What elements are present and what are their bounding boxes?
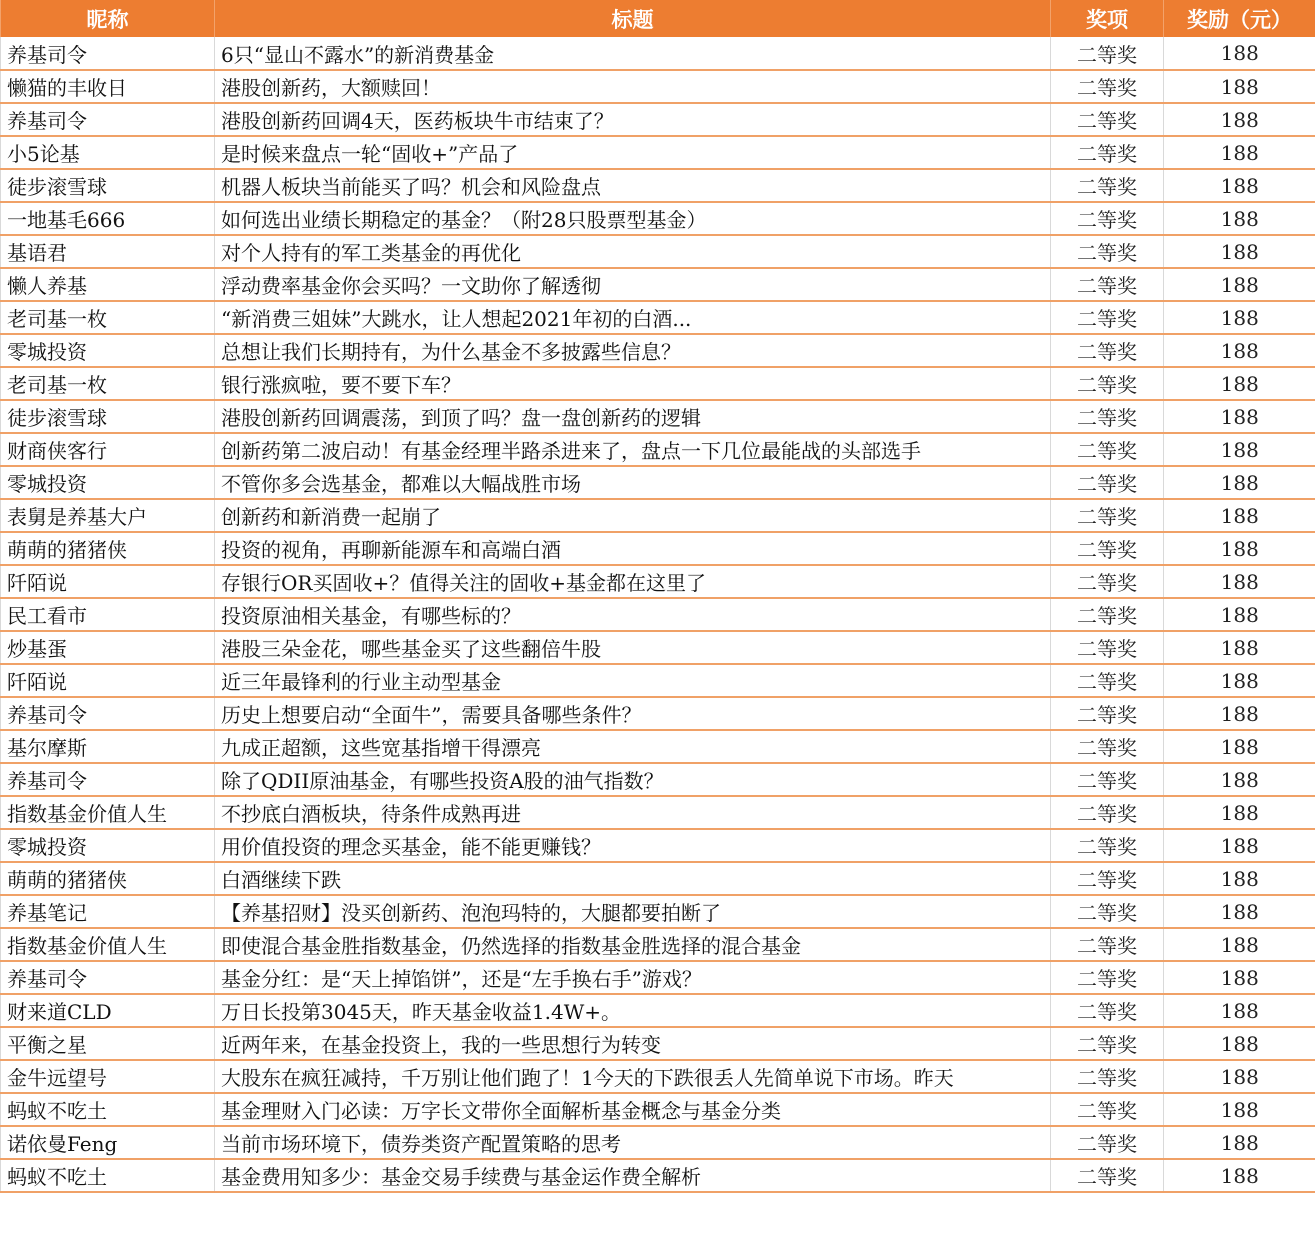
reward-cell: 188 xyxy=(1164,697,1315,730)
nickname-cell: 萌萌的猪猪侠 xyxy=(1,862,215,895)
table-row xyxy=(1,202,1315,235)
title-cell: 创新药第二波启动！有基金经理半路杀进来了，盘点一下几位最能战的头部选手 xyxy=(215,433,1051,466)
table-row xyxy=(1,136,1315,169)
table-row xyxy=(1,928,1315,961)
nickname-cell: 养基笔记 xyxy=(1,895,215,928)
reward-cell: 188 xyxy=(1164,961,1315,994)
award-cell: 二等奖 xyxy=(1051,1159,1164,1192)
table-row xyxy=(1,1027,1315,1060)
title-cell: 万日长投第3045天，昨天基金收益1.4W+。 xyxy=(215,994,1051,1027)
table-row xyxy=(1,301,1315,334)
award-cell: 二等奖 xyxy=(1051,334,1164,367)
nickname-cell: 表舅是养基大户 xyxy=(1,499,215,532)
award-cell: 二等奖 xyxy=(1051,202,1164,235)
title-cell: 机器人板块当前能买了吗？机会和风险盘点 xyxy=(215,169,1051,202)
reward-cell: 188 xyxy=(1164,565,1315,598)
title-cell: “新消费三姐妹”大跳水，让人想起2021年初的白酒... xyxy=(215,301,1051,334)
reward-cell: 188 xyxy=(1164,928,1315,961)
nickname-cell: 财来道CLD xyxy=(1,994,215,1027)
award-cell: 二等奖 xyxy=(1051,433,1164,466)
column-header-award: 奖项 xyxy=(1051,0,1164,37)
award-cell: 二等奖 xyxy=(1051,829,1164,862)
title-cell: 对个人持有的军工类基金的再优化 xyxy=(215,235,1051,268)
nickname-cell: 民工看市 xyxy=(1,598,215,631)
award-cell: 二等奖 xyxy=(1051,70,1164,103)
reward-cell: 188 xyxy=(1164,268,1315,301)
title-cell: 创新药和新消费一起崩了 xyxy=(215,499,1051,532)
nickname-cell: 蚂蚁不吃土 xyxy=(1,1093,215,1126)
award-cell: 二等奖 xyxy=(1051,466,1164,499)
title-cell: 浮动费率基金你会买吗？一文助你了解透彻 xyxy=(215,268,1051,301)
table-row xyxy=(1,697,1315,730)
title-cell: 当前市场环境下，债券类资产配置策略的思考 xyxy=(215,1126,1051,1159)
nickname-cell: 懒猫的丰收日 xyxy=(1,70,215,103)
reward-cell: 188 xyxy=(1164,796,1315,829)
title-cell: 除了QDII原油基金，有哪些投资A股的油气指数？ xyxy=(215,763,1051,796)
award-cell: 二等奖 xyxy=(1051,499,1164,532)
nickname-cell: 徒步滚雪球 xyxy=(1,400,215,433)
reward-cell: 188 xyxy=(1164,466,1315,499)
title-cell: 存银行OR买固收+？值得关注的固收+基金都在这里了 xyxy=(215,565,1051,598)
nickname-cell: 金牛远望号 xyxy=(1,1060,215,1093)
nickname-cell: 零城投资 xyxy=(1,829,215,862)
title-cell: 基金费用知多少：基金交易手续费与基金运作费全解析 xyxy=(215,1159,1051,1192)
reward-cell: 188 xyxy=(1164,136,1315,169)
award-cell: 二等奖 xyxy=(1051,103,1164,136)
table-row xyxy=(1,1093,1315,1126)
table-row xyxy=(1,37,1315,70)
nickname-cell: 指数基金价值人生 xyxy=(1,796,215,829)
title-cell: 投资原油相关基金，有哪些标的？ xyxy=(215,598,1051,631)
title-cell: 近三年最锋利的行业主动型基金 xyxy=(215,664,1051,697)
title-cell: 是时候来盘点一轮“固收+”产品了 xyxy=(215,136,1051,169)
nickname-cell: 零城投资 xyxy=(1,466,215,499)
title-cell: 不抄底白酒板块，待条件成熟再进 xyxy=(215,796,1051,829)
award-cell: 二等奖 xyxy=(1051,895,1164,928)
title-cell: 如何选出业绩长期稳定的基金？（附28只股票型基金） xyxy=(215,202,1051,235)
award-cell: 二等奖 xyxy=(1051,730,1164,763)
nickname-cell: 老司基一枚 xyxy=(1,367,215,400)
reward-cell: 188 xyxy=(1164,334,1315,367)
table-row xyxy=(1,334,1315,367)
title-cell: 港股三朵金花，哪些基金买了这些翻倍牛股 xyxy=(215,631,1051,664)
nickname-cell: 一地基毛666 xyxy=(1,202,215,235)
nickname-cell: 养基司令 xyxy=(1,961,215,994)
reward-cell: 188 xyxy=(1164,235,1315,268)
reward-cell: 188 xyxy=(1164,895,1315,928)
award-cell: 二等奖 xyxy=(1051,928,1164,961)
award-cell: 二等奖 xyxy=(1051,301,1164,334)
table-row xyxy=(1,169,1315,202)
nickname-cell: 炒基蛋 xyxy=(1,631,215,664)
title-cell: 白酒继续下跌 xyxy=(215,862,1051,895)
table-row xyxy=(1,631,1315,664)
award-cell: 二等奖 xyxy=(1051,631,1164,664)
nickname-cell: 懒人养基 xyxy=(1,268,215,301)
header-row xyxy=(1,0,1315,37)
table-row xyxy=(1,664,1315,697)
reward-cell: 188 xyxy=(1164,763,1315,796)
nickname-cell: 小5论基 xyxy=(1,136,215,169)
table-row xyxy=(1,70,1315,103)
title-cell: 大股东在疯狂减持，千万别让他们跑了！1今天的下跌很丢人先简单说下市场。昨天 xyxy=(215,1060,1051,1093)
reward-cell: 188 xyxy=(1164,664,1315,697)
reward-cell: 188 xyxy=(1164,532,1315,565)
table-row xyxy=(1,103,1315,136)
nickname-cell: 养基司令 xyxy=(1,37,215,70)
award-cell: 二等奖 xyxy=(1051,268,1164,301)
nickname-cell: 基尔摩斯 xyxy=(1,730,215,763)
reward-cell: 188 xyxy=(1164,301,1315,334)
table-row xyxy=(1,235,1315,268)
award-cell: 二等奖 xyxy=(1051,664,1164,697)
table-row xyxy=(1,1060,1315,1093)
table-row xyxy=(1,961,1315,994)
nickname-cell: 基语君 xyxy=(1,235,215,268)
award-cell: 二等奖 xyxy=(1051,994,1164,1027)
award-cell: 二等奖 xyxy=(1051,1093,1164,1126)
reward-cell: 188 xyxy=(1164,103,1315,136)
award-cell: 二等奖 xyxy=(1051,697,1164,730)
reward-cell: 188 xyxy=(1164,433,1315,466)
title-cell: 总想让我们长期持有，为什么基金不多披露些信息？ xyxy=(215,334,1051,367)
title-cell: 6只“显山不露水”的新消费基金 xyxy=(215,37,1051,70)
award-cell: 二等奖 xyxy=(1051,136,1164,169)
reward-cell: 188 xyxy=(1164,37,1315,70)
reward-cell: 188 xyxy=(1164,400,1315,433)
reward-cell: 188 xyxy=(1164,169,1315,202)
award-cell: 二等奖 xyxy=(1051,169,1164,202)
reward-cell: 188 xyxy=(1164,499,1315,532)
table-row xyxy=(1,268,1315,301)
title-cell: 港股创新药，大额赎回！ xyxy=(215,70,1051,103)
award-cell: 二等奖 xyxy=(1051,1027,1164,1060)
reward-cell: 188 xyxy=(1164,1159,1315,1192)
reward-cell: 188 xyxy=(1164,202,1315,235)
reward-cell: 188 xyxy=(1164,862,1315,895)
reward-cell: 188 xyxy=(1164,631,1315,664)
award-cell: 二等奖 xyxy=(1051,796,1164,829)
award-cell: 二等奖 xyxy=(1051,598,1164,631)
title-cell: 历史上想要启动“全面牛”，需要具备哪些条件？ xyxy=(215,697,1051,730)
nickname-cell: 指数基金价值人生 xyxy=(1,928,215,961)
table-row xyxy=(1,994,1315,1027)
reward-cell: 188 xyxy=(1164,1093,1315,1126)
reward-cell: 188 xyxy=(1164,829,1315,862)
table-row xyxy=(1,367,1315,400)
award-cell: 二等奖 xyxy=(1051,367,1164,400)
award-cell: 二等奖 xyxy=(1051,565,1164,598)
nickname-cell: 萌萌的猪猪侠 xyxy=(1,532,215,565)
nickname-cell: 财商侠客行 xyxy=(1,433,215,466)
title-cell: 近两年来，在基金投资上，我的一些思想行为转变 xyxy=(215,1027,1051,1060)
column-header-reward: 奖励（元） xyxy=(1164,0,1315,37)
table-row xyxy=(1,499,1315,532)
title-cell: 港股创新药回调震荡，到顶了吗？盘一盘创新药的逻辑 xyxy=(215,400,1051,433)
table-body xyxy=(1,37,1315,1192)
title-cell: 【养基招财】没买创新药、泡泡玛特的，大腿都要拍断了 xyxy=(215,895,1051,928)
table-row xyxy=(1,1126,1315,1159)
table-row xyxy=(1,796,1315,829)
reward-cell: 188 xyxy=(1164,1027,1315,1060)
title-cell: 基金理财入门必读：万字长文带你全面解析基金概念与基金分类 xyxy=(215,1093,1051,1126)
table-row xyxy=(1,400,1315,433)
table-row xyxy=(1,1159,1315,1192)
nickname-cell: 零城投资 xyxy=(1,334,215,367)
award-cell: 二等奖 xyxy=(1051,1060,1164,1093)
table-row xyxy=(1,763,1315,796)
nickname-cell: 老司基一枚 xyxy=(1,301,215,334)
reward-cell: 188 xyxy=(1164,994,1315,1027)
title-cell: 港股创新药回调4天，医药板块牛市结束了？ xyxy=(215,103,1051,136)
table-row xyxy=(1,598,1315,631)
award-cell: 二等奖 xyxy=(1051,862,1164,895)
column-header-nickname: 昵称 xyxy=(1,0,215,37)
table-row xyxy=(1,730,1315,763)
nickname-cell: 养基司令 xyxy=(1,763,215,796)
title-cell: 不管你多会选基金，都难以大幅战胜市场 xyxy=(215,466,1051,499)
award-cell: 二等奖 xyxy=(1051,235,1164,268)
nickname-cell: 诺依曼Feng xyxy=(1,1126,215,1159)
table-row xyxy=(1,829,1315,862)
nickname-cell: 阡陌说 xyxy=(1,664,215,697)
table-row xyxy=(1,862,1315,895)
nickname-cell: 徒步滚雪球 xyxy=(1,169,215,202)
reward-cell: 188 xyxy=(1164,598,1315,631)
nickname-cell: 阡陌说 xyxy=(1,565,215,598)
award-cell: 二等奖 xyxy=(1051,961,1164,994)
title-cell: 基金分红：是“天上掉馅饼”，还是“左手换右手”游戏？ xyxy=(215,961,1051,994)
column-header-title: 标题 xyxy=(215,0,1051,37)
award-cell: 二等奖 xyxy=(1051,400,1164,433)
reward-cell: 188 xyxy=(1164,70,1315,103)
title-cell: 用价值投资的理念买基金，能不能更赚钱？ xyxy=(215,829,1051,862)
reward-cell: 188 xyxy=(1164,730,1315,763)
nickname-cell: 养基司令 xyxy=(1,697,215,730)
award-cell: 二等奖 xyxy=(1051,1126,1164,1159)
reward-cell: 188 xyxy=(1164,367,1315,400)
award-cell: 二等奖 xyxy=(1051,763,1164,796)
reward-cell: 188 xyxy=(1164,1060,1315,1093)
title-cell: 投资的视角，再聊新能源车和高端白酒 xyxy=(215,532,1051,565)
nickname-cell: 平衡之星 xyxy=(1,1027,215,1060)
table-row xyxy=(1,565,1315,598)
reward-cell: 188 xyxy=(1164,1126,1315,1159)
nickname-cell: 养基司令 xyxy=(1,103,215,136)
award-cell: 二等奖 xyxy=(1051,532,1164,565)
table-row xyxy=(1,466,1315,499)
title-cell: 九成正超额，这些宽基指增干得漂亮 xyxy=(215,730,1051,763)
award-cell: 二等奖 xyxy=(1051,37,1164,70)
table-row xyxy=(1,532,1315,565)
title-cell: 即使混合基金胜指数基金，仍然选择的指数基金胜选择的混合基金 xyxy=(215,928,1051,961)
nickname-cell: 蚂蚁不吃土 xyxy=(1,1159,215,1192)
title-cell: 银行涨疯啦，要不要下车？ xyxy=(215,367,1051,400)
table-row xyxy=(1,433,1315,466)
table-row xyxy=(1,895,1315,928)
